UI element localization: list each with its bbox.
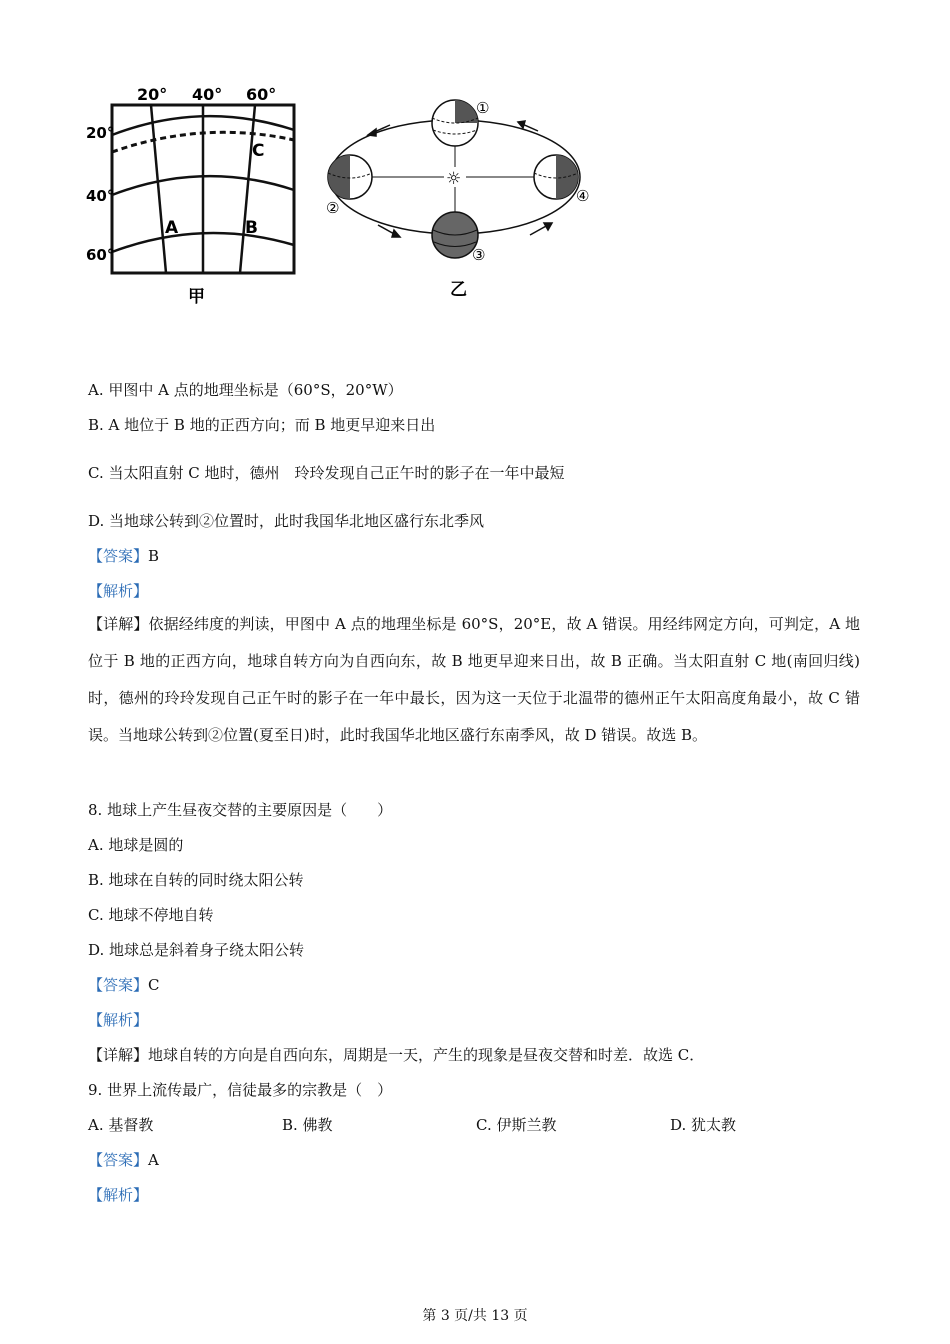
sun-icon: ☼ [446, 169, 462, 189]
top-label-40: 40° [192, 85, 223, 104]
left-label-20: 20° [86, 124, 115, 142]
earth-position-4 [534, 155, 578, 199]
q7-analysis [88, 581, 148, 601]
figure-yi [320, 85, 600, 305]
q8-option-c: C. 地球不停地自转 [88, 906, 214, 924]
detail-tag: 【详解】 [88, 615, 149, 633]
q9-question: 9. 世界上流传最广，信徒最多的宗教是（ ） [88, 1081, 393, 1099]
q7-answer [88, 546, 159, 566]
left-label-60: 60° [86, 246, 115, 264]
meridian-20 [151, 105, 166, 273]
q8-answer [88, 975, 160, 995]
q8-detail [88, 1045, 704, 1065]
q9-option-b: B. 佛教 [282, 1116, 333, 1134]
q9-option-d: D. 犹太教 [670, 1116, 737, 1134]
analysis-tag: 【解析】 [88, 1186, 149, 1204]
q8-question: 8. 地球上产生昼夜交替的主要原因是（ ） [88, 801, 393, 819]
detail-tag: 【详解】 [88, 1046, 149, 1064]
answer-tag: 【答案】 [88, 1151, 149, 1169]
earth-position-1 [432, 100, 478, 146]
page-footer: 第 3 页/共 13 页 [422, 1308, 528, 1324]
answer-tag: 【答案】 [88, 547, 149, 565]
q7-option-b: B. A 地位于 B 地的正西方向；而 B 地更早迎来日出 [88, 416, 436, 434]
detail-text: 依据经纬度的判读，甲图中 A 点的地理坐标是 60°S，20°E，故 A 错误。用经纬网定方向，可判定，A 地位于 B 地的正西方向，地球自转方向为自西向东，故 B 地更早迎来日出，故 B 正确。当太阳直射 C 地(南回归线)时，德州的玲玲发现自己正午时的影子在一年中最长，因为这一天位于北温带的德州正午太阳高度角最小，故 C 错误。当地球公转到②位置(夏至日)时，此时我国华北地区盛行东南季风，故 D 错误。故选 B。 [88, 615, 860, 744]
figure-jia-caption: 甲 [188, 287, 205, 307]
left-label-40: 40° [86, 187, 115, 205]
earth-position-2 [328, 155, 372, 199]
q8-option-d: D. 地球总是斜着身子绕太阳公转 [88, 941, 305, 959]
q9-option-c: C. 伊斯兰教 [476, 1116, 557, 1134]
meridian-60 [240, 105, 255, 273]
top-label-20: 20° [137, 85, 168, 104]
figure-yi-caption: 乙 [450, 280, 467, 300]
detail-text: 地球自转的方向是自西向东，周期是一天，产生的现象是昼夜交替和时差．故选 C． [148, 1046, 705, 1064]
q9-analysis [88, 1185, 148, 1205]
q7-detail [88, 606, 860, 754]
q9-answer [88, 1150, 159, 1170]
q7-option-d: D. 当地球公转到②位置时，此时我国华北地区盛行东北季风 [88, 512, 485, 530]
position-1-label: ① [476, 99, 490, 117]
q8-analysis [88, 1010, 148, 1030]
point-b-label: B [245, 218, 258, 238]
top-label-60: 60° [246, 85, 277, 104]
answer-value: B [148, 547, 160, 565]
answer-value: C [148, 976, 160, 994]
position-3-label: ③ [472, 246, 486, 264]
point-c-label: C [252, 141, 265, 161]
point-a-label: A [165, 218, 179, 238]
answer-tag: 【答案】 [88, 976, 149, 994]
position-4-label: ④ [576, 187, 590, 205]
q7-option-a: A. 甲图中 A 点的地理坐标是（60°S，20°W） [88, 381, 403, 399]
q8-option-a: A. 地球是圆的 [88, 836, 184, 854]
figure-jia [80, 80, 310, 310]
analysis-tag: 【解析】 [88, 582, 149, 600]
q8-option-b: B. 地球在自转的同时绕太阳公转 [88, 871, 304, 889]
analysis-tag: 【解析】 [88, 1011, 149, 1029]
answer-value: A [148, 1151, 159, 1169]
q7-option-c: C. 当太阳直射 C 地时，德州 玲玲发现自己正午时的影子在一年中最短 [88, 464, 565, 482]
position-2-label: ② [326, 199, 340, 217]
q9-option-a: A. 基督教 [88, 1116, 154, 1134]
